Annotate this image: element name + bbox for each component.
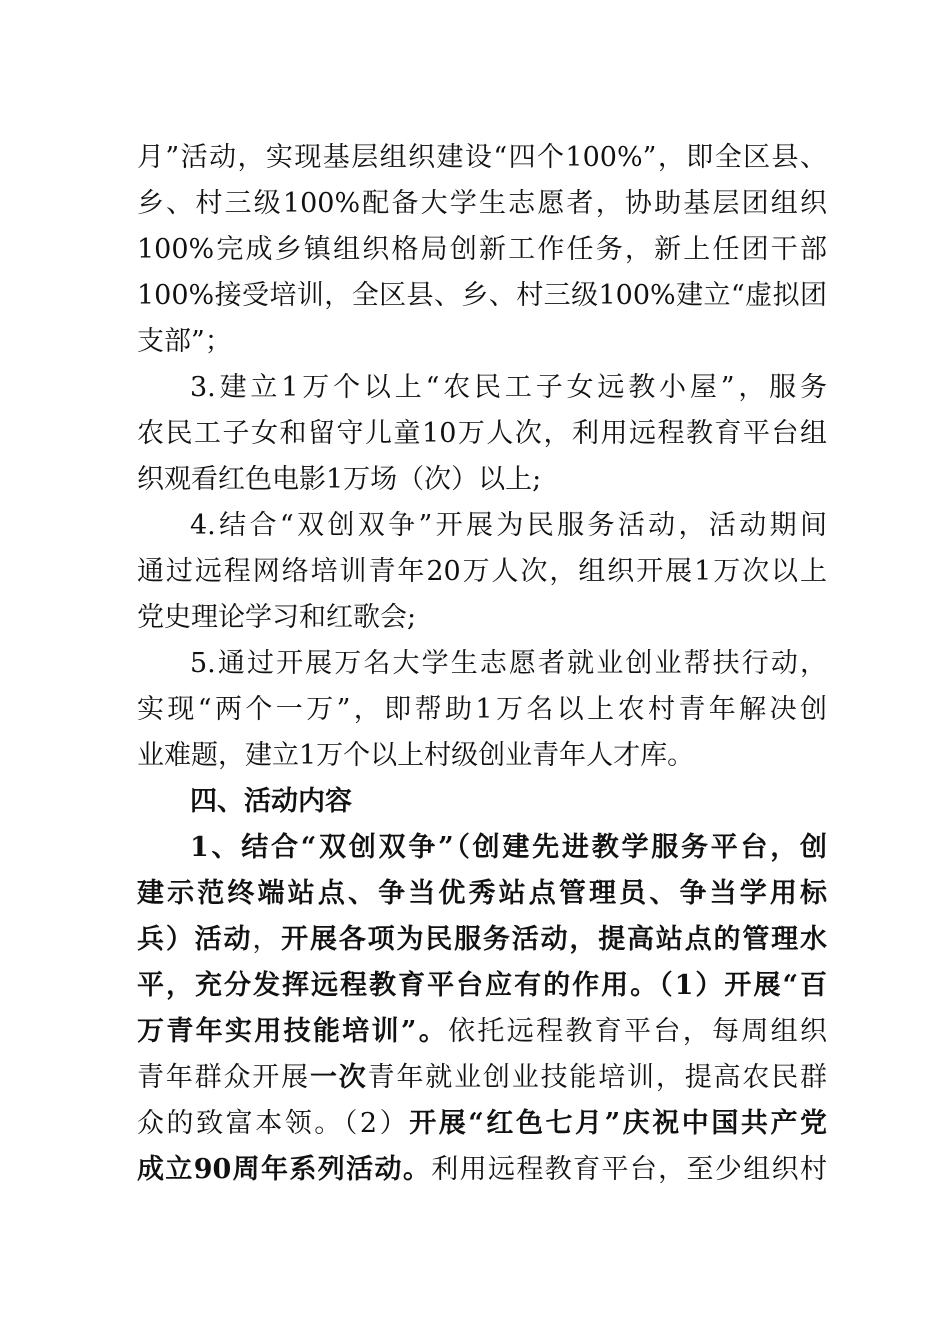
content-line-3-bold-b: 开展各项为民服务活动，提高站点的管理水 [281,924,828,955]
content-line-6 [137,1060,827,1096]
content-line-4: 平，充分发挥远程教育平台应有的作用。（1）开展“百 [137,970,827,1001]
content-line-2: 建示范终端站点、争当优秀站点管理员、争当学用标 [137,878,827,909]
content-line-7-bold: 开展“红色七月”庆祝中国共产党 [409,1108,827,1139]
content-line-3-comma: ， [252,924,282,955]
goal-item-3-line-3: 织观看红色电影1万场（次）以上; [137,464,542,495]
body-line-2: 乡、村三级100%配备大学生志愿者，协助基层团组织 [137,188,827,219]
body-line-5: 支部”； [137,326,232,357]
content-line-8 [137,1152,827,1188]
content-line-5 [137,1014,827,1050]
content-line-5-bold: 万青年实用技能培训”。 [137,1016,449,1047]
content-line-8-bold: 成立90周年系列活动。 [137,1154,432,1185]
content-line-1: 1、结合“双创双争”（创建先进教学服务平台，创 [190,832,827,863]
body-line-4: 100%接受培训，全区县、乡、村三级100%建立“虚拟团 [137,280,827,311]
content-line-3 [137,922,827,958]
content-line-7 [137,1106,827,1142]
goal-item-4-line-2: 通过远程网络培训青年20万人次，组织开展1万次以上 [137,556,827,587]
body-line-3: 100%完成乡镇组织格局创新工作任务，新上任团干部 [137,234,827,265]
content-line-5-normal: 依托远程教育平台，每周组织 [448,1016,828,1047]
content-line-7-normal: 众的致富本领。（2） [137,1108,410,1139]
goal-item-5-line-2: 实现“两个一万”，即帮助1万名以上农村青年解决创 [137,694,827,725]
content-line-6-normal-a: 青年群众开展 [137,1062,310,1093]
goal-item-3-line-2: 农民工子女和留守儿童10万人次，利用远程教育平台组 [137,418,827,449]
content-line-6-normal-b: 青年就业创业技能培训，提高农民群 [367,1062,828,1093]
body-line-1: 月”活动，实现基层组织建设“四个100%”，即全区县、 [137,142,827,173]
content-line-3-bold-a: 兵）活动 [137,924,253,955]
content-line-6-bold: 一次 [309,1062,368,1093]
content-line-8-normal: 利用远程教育平台，至少组织村 [431,1154,828,1185]
goal-item-4-line-3: 党史理论学习和红歌会; [137,602,417,633]
goal-item-4-line-1: 4.结合“双创双争”开展为民服务活动，活动期间 [190,510,827,541]
goal-item-5-line-1: 5.通过开展万名大学生志愿者就业创业帮扶行动， [190,648,827,679]
goal-item-3-line-1: 3.建立1万个以上“农民工子女远教小屋”，服务 [190,372,827,403]
section-heading: 四、活动内容 [190,786,352,817]
goal-item-5-line-3: 业难题，建立1万个以上村级创业青年人才库。 [137,740,695,771]
